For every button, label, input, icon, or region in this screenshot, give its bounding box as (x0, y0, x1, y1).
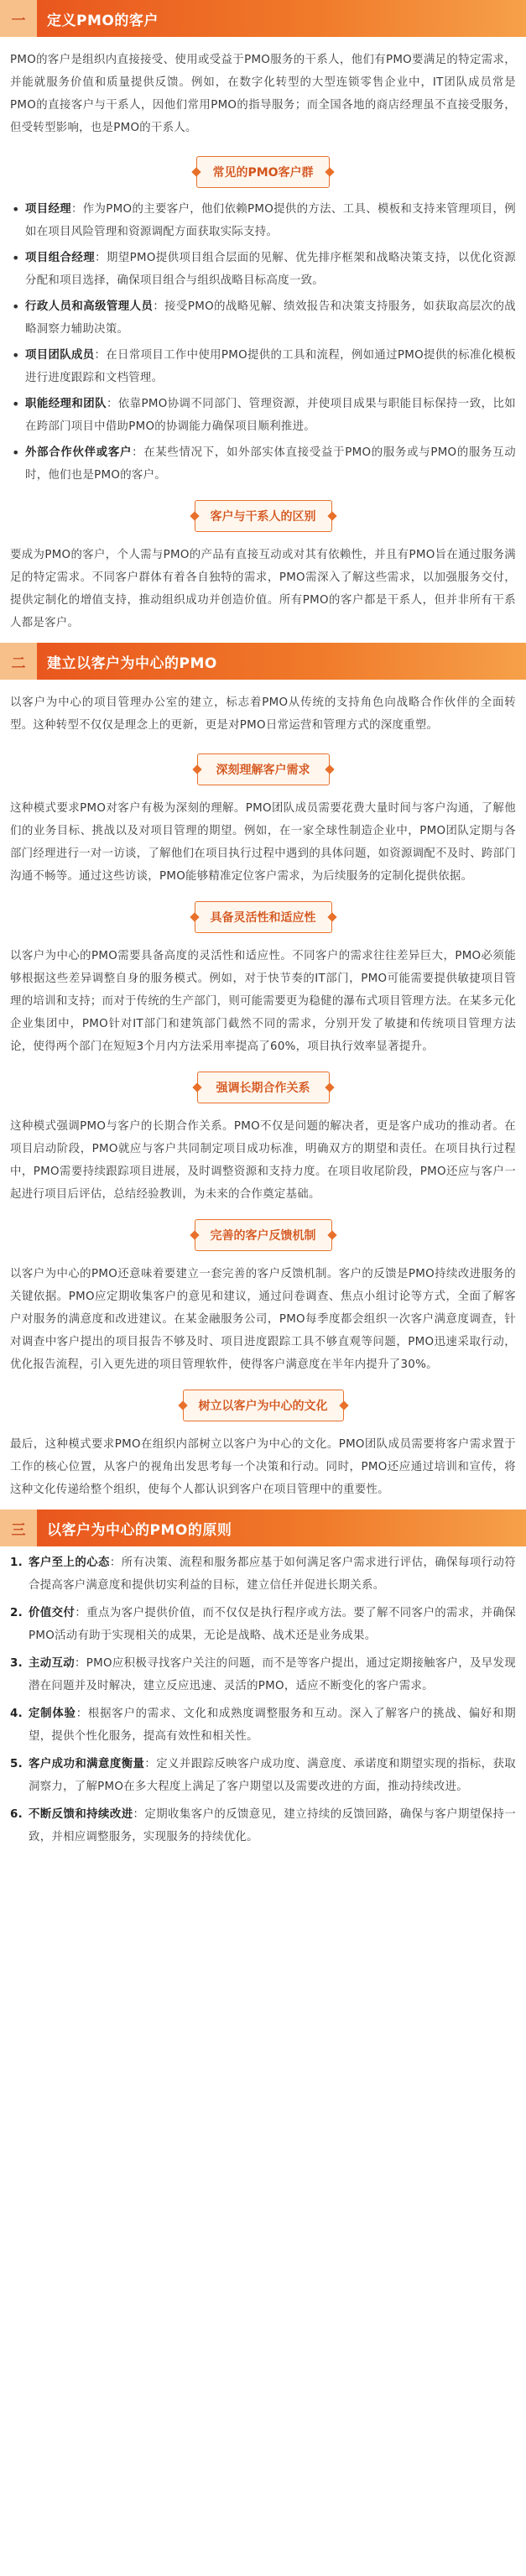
subheading-tag: 树立以客户为中心的文化 (183, 1390, 344, 1421)
list-item-text: ：根据客户的需求、文化和成熟度调整服务和互动。深入了解客户的挑战、偏好和期望，提供个性化服务，提高有效性和相关性。 (29, 1708, 516, 1743)
paragraph: 最后，这种模式要求PMO在组织内部树立以客户为中心的文化。PMO团队成员需要将客户需求置于工作的核心位置，从客户的视角出发思考每一个决策和行动。同时，PMO还应通过培训和宣传，将这种文化传递给整个组织，使每个人都认识到客户在项目管理中的重要性。 (10, 1438, 516, 1496)
list-item (10, 198, 516, 243)
subheading-tag: 常见的PMO客户群 (196, 156, 329, 188)
paragraph: 这种模式强调PMO与客户的长期合作关系。PMO不仅是问题的解决者，更是客户成功的推动者。在项目启动阶段，PMO就应与客户共同制定项目成功标准，明确双方的期望和责任。在项目执行过程中，PMO需要持续跟踪项目进展，及时调整资源和支持力度。在项目收尾阶段，PMO还应与客户一起进行项目后评估，总结经验教训，为未来的合作奠定基础。 (10, 1120, 516, 1201)
list-item-term: 外部合作伙伴或客户 (25, 446, 133, 459)
list-item-term: 价值交付 (29, 1607, 76, 1619)
list-item-number: 1. (10, 1557, 23, 1569)
list-item-term: 主动互动 (29, 1657, 75, 1670)
list-item-term: 职能经理和团队 (25, 398, 107, 410)
list-item (10, 441, 516, 487)
list-item-text: ：依靠PMO协调不同部门、管理资源，并使项目成果与职能目标保持一致，比如在跨部门项目中借助PMO的协调能力确保项目顺利推进。 (25, 398, 516, 433)
paragraph: 以客户为中心的PMO需要具备高度的灵活性和适应性。不同客户的需求往往差异巨大，PMO必须能够根据这些差异调整自身的服务模式。例如，对于快节奏的IT部门，PMO可能需要提供敏捷项目管理的培训和支持；而对于传统的生产部门，则可能需要更为稳健的瀑布式项目管理方法。在某多元化企业集团中，PMO针对IT部门和建筑部门截然不同的需求，分别开发了敏捷和传统项目管理方法论，使得两个部门在短短3个月内方法采用率提高了60%，项目执行效率显著提升。 (10, 950, 516, 1053)
list-item-number: 6. (10, 1808, 23, 1821)
list-item-text: ：在某些情况下，如外部实体直接受益于PMO的服务或与PMO的服务互动时，他们也是PMO的客户。 (25, 446, 516, 482)
list-item-term: 定制体验 (29, 1708, 76, 1720)
list-item-term: 客户成功和满意度衡量 (29, 1758, 145, 1770)
list-item-term: 行政人员和高级管理人员 (25, 300, 154, 313)
list-item (10, 1602, 516, 1647)
section-header-1 (0, 0, 526, 37)
list-item-text: ：定期收集客户的反馈意见，建立持续的反馈回路，确保与客户期望保持一致，并相应调整服务，实现服务的持续优化。 (29, 1808, 516, 1843)
list-item-text: ：接受PMO的战略见解、绩效报告和决策支持服务，如获取高层次的战略洞察力辅助决策。 (25, 300, 516, 336)
section-title: 定义PMO的客户 (47, 12, 159, 29)
paragraph: 以客户为中心的PMO还意味着要建立一套完善的客户反馈机制。客户的反馈是PMO持续改进服务的关键依据。PMO应定期收集客户的意见和建议，通过问卷调查、焦点小组讨论等方式，全面了解客户对服务的满意度和改进建议。在某金融服务公司，PMO每季度都会组织一次客户满意度调查，针对调查中客户提出的项目报告不够及时、项目进度跟踪工具不够直观等问题，PMO迅速采取行动，优化报告流程，引入更先进的项目管理软件，使得客户满意度在半年内提升了30%。 (10, 1268, 516, 1371)
list-item-text: ：在日常项目工作中使用PMO提供的工具和流程，例如通过PMO提供的标准化模板进行进度跟踪和文档管理。 (25, 349, 516, 384)
list-item (10, 1652, 516, 1697)
list-item-number: 3. (10, 1657, 23, 1670)
list-item-text: ：期望PMO提供项目组合层面的见解、优先排序框架和战略决策支持，以优化资源分配和项目选择，确保项目组合与组织战略目标高度一致。 (25, 252, 516, 287)
section-number: 一 (0, 0, 37, 37)
list-item (10, 344, 516, 389)
principles-list (0, 1546, 526, 1870)
paragraph: 这种模式要求PMO对客户有极为深刻的理解。PMO团队成员需要花费大量时间与客户沟通，了解他们的业务目标、挑战以及对项目管理的期望。例如，在一家全球性制造企业中，PMO团队定期与各部门经理进行一对一访谈，了解他们在项目执行过程中遇到的具体问题，如资源调配不及时、跨部门沟通不畅等。通过这些访谈，PMO能够精准定位客户需求，为后续服务的定制化提供依据。 (10, 802, 516, 883)
section-title: 建立以客户为中心的PMO (47, 654, 217, 672)
list-item-number: 4. (10, 1708, 23, 1720)
list-item-number: 5. (10, 1758, 23, 1770)
list-item (10, 1703, 516, 1748)
list-item-text: ：作为PMO的主要客户，他们依赖PMO提供的方法、工具、模板和支持来管理项目，例如在项目风险管理和资源调配方面获取实际支持。 (25, 203, 516, 238)
list-item-number: 2. (10, 1607, 23, 1619)
list-item-term: 项目团队成员 (25, 349, 95, 362)
list-item-text: ：所有决策、流程和服务都应基于如何满足客户需求进行评估，确保每项行动符合提高客户满意度和提供切实利益的目标，建立信任并促进长期关系。 (29, 1557, 516, 1592)
list-item-term: 客户至上的心态 (29, 1557, 110, 1569)
list-item-term: 不断反馈和持续改进 (29, 1808, 133, 1821)
section-title: 以客户为中心的PMO的原则 (47, 1521, 232, 1539)
section-number: 三 (0, 1510, 37, 1546)
subheading-tag: 具备灵活性和适应性 (195, 901, 332, 933)
section-header-3 (0, 1510, 526, 1546)
list-item (10, 295, 516, 341)
list-item (10, 1551, 516, 1597)
list-item-text: ：定义并跟踪反映客户成功度、满意度、承诺度和期望实现的指标，获取洞察力，了解PMO在多大程度上满足了客户期望以及需要改进的方面，推动持续改进。 (29, 1758, 516, 1793)
section-header-2 (0, 643, 526, 680)
list-item (10, 1803, 516, 1849)
paragraph: 以客户为中心的项目管理办公室的建立，标志着PMO从传统的支持角色向战略合作伙伴的全面转型。这种转型不仅仅是理念上的更新，更是对PMO日常运营和管理方式的深度重塑。 (10, 696, 516, 732)
list-item (10, 247, 516, 292)
subheading-tag: 深刻理解客户需求 (197, 754, 330, 785)
list-item-text: ：PMO应积极寻找客户关注的问题，而不是等客户提出，通过定期接触客户，及早发现潜在问题并及时解决，建立反应迅速、灵活的PMO，适应不断变化的客户需求。 (29, 1657, 516, 1692)
list-item (10, 1753, 516, 1798)
paragraph: PMO的客户是组织内直接接受、使用或受益于PMO服务的干系人，他们有PMO要满足的特定需求，并能就服务价值和质量提供反馈。例如，在数字化转型的大型连锁零售企业中，IT团队成员常是PMO的直接客户与干系人，因他们常用PMO的指导服务；而全国各地的商店经理虽不直接受服务，但受转型影响，也是PMO的干系人。 (10, 54, 516, 134)
subheading-tag: 完善的客户反馈机制 (195, 1219, 332, 1251)
subheading-tag: 客户与干系人的区别 (195, 500, 332, 532)
list-item-term: 项目组合经理 (25, 252, 96, 264)
customer-groups-list (0, 195, 526, 495)
list-item-term: 项目经理 (25, 203, 72, 216)
section-number: 二 (0, 643, 37, 680)
subheading-tag: 强调长期合作关系 (197, 1072, 330, 1103)
list-item-text: ：重点为客户提供价值，而不仅仅是执行程序或方法。要了解不同客户的需求，并确保PMO活动有助于实现相关的成果，无论是战略、战术还是业务成果。 (29, 1607, 517, 1642)
paragraph: 要成为PMO的客户，个人需与PMO的产品有直接互动或对其有依赖性，并且有PMO旨在通过服务满足的特定需求。不同客户群体有着各自独特的需求，PMO需深入了解这些需求，以加强服务交付，提供定制化的增值支持，推动组织成功并创造价值。所有PMO的客户都是干系人，但并非所有干系人都是客户。 (10, 549, 516, 629)
list-item (10, 393, 516, 438)
